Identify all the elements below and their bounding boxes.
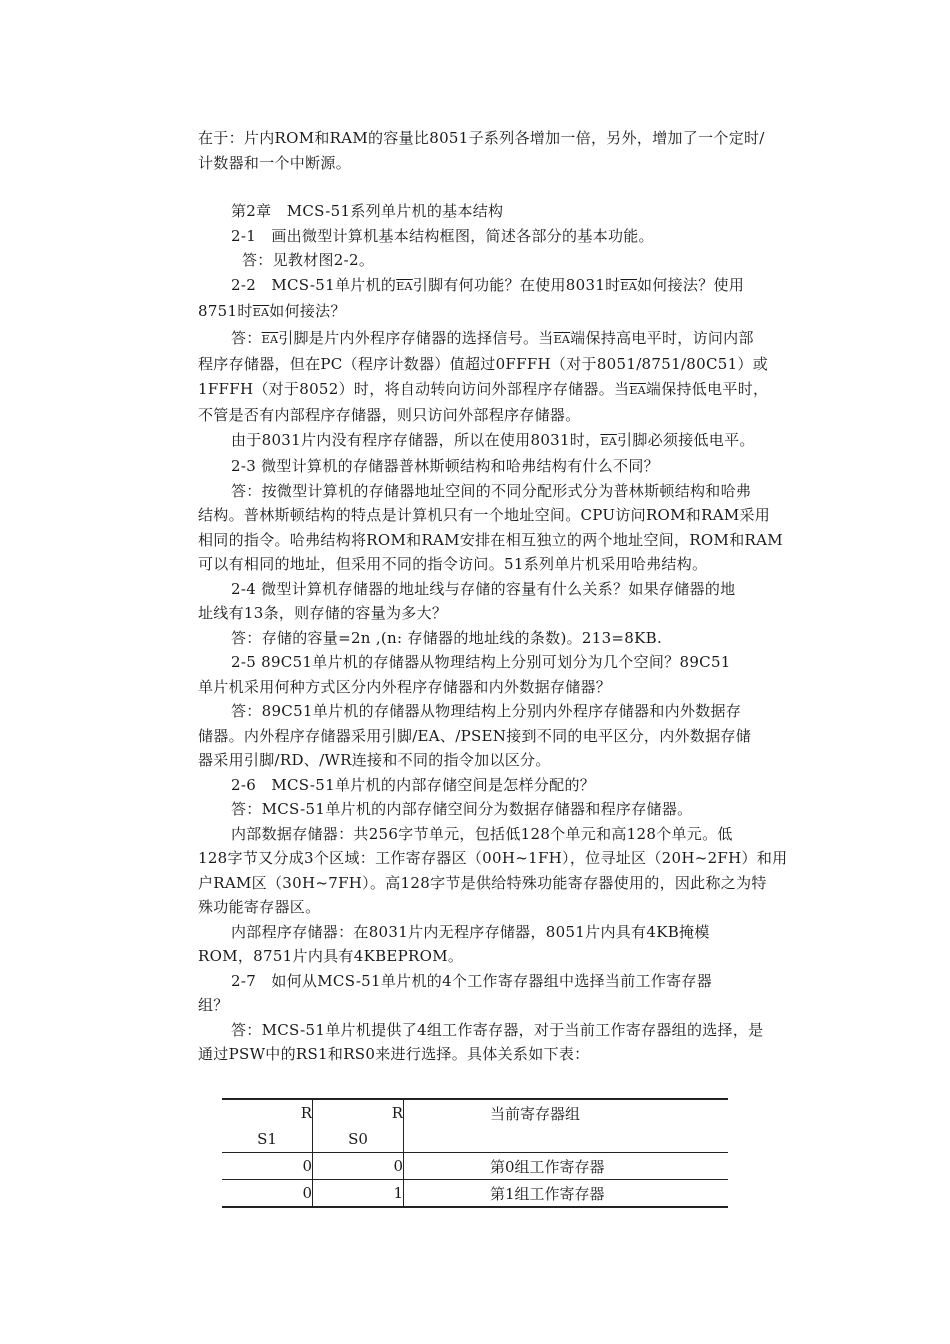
question-2-7-l1: 2-7 如何从MCS-51单片机的4个工作寄存器组中选择当前工作寄存器 xyxy=(231,971,713,990)
header-rs0-top: R xyxy=(313,1099,404,1126)
internal-data-memory-l2: 128字节又分成3个区域：工作寄存器区（00H~1FH），位寻址区（20H~2FH）和用 xyxy=(198,849,788,867)
internal-program-memory-l1: 内部程序存储器：在8031片内无程序存储器，8051片内具有4KB掩模 xyxy=(231,922,710,941)
answer-2-2-l2: 程序存储器，但在PC（程序计数器）值超过0FFFH（对于8051/8751/80C51）或 xyxy=(198,355,769,373)
cell-group: 第1组工作寄存器 xyxy=(404,1180,729,1208)
header-current-group: 当前寄存器组 xyxy=(404,1099,729,1126)
intro-line-2: 计数器和一个中断源。 xyxy=(198,153,352,172)
table-row xyxy=(222,1153,728,1180)
answer-2-3-l1: 答：按微型计算机的存储器地址空间的不同分配形式分为普林斯顿结构和哈弗 xyxy=(231,481,752,500)
intro-line-1: 在于：片内ROM和RAM的容量比8051子系列各增加一倍，另外，增加了一个定时/ xyxy=(198,129,765,147)
document-body xyxy=(198,126,798,1067)
answer-2-6: 答：MCS-51单片机的内部存储空间分为数据存储器和程序存储器。 xyxy=(231,800,693,818)
answer-2-3-l3: 相同的指令。哈弗结构将ROM和RAM安排在相互独立的两个地址空间，ROM和RAM xyxy=(198,530,783,549)
cell-group: 第0组工作寄存器 xyxy=(404,1153,729,1180)
answer-2-5-l1: 答：89C51单片机的存储器从物理结构上分别内外程序存储器和内外数据存 xyxy=(231,702,742,720)
cell-rs1: 0 xyxy=(222,1153,313,1180)
question-2-2: 2-2 MCS-51单片机的$\overline{EA}$引脚有何功能？在使用8031时$\overline{EA}$如何接法？使用 xyxy=(231,275,745,294)
answer-2-7-l2: 通过PSW中的RS1和RS0来进行选择。具体关系如下表： xyxy=(198,1045,590,1063)
question-2-2-cont: 8751时$\overline{EA}$如何接法？ xyxy=(198,302,346,320)
answer-2-2-l3: 1FFFH（对于8052）时，将自动转向访问外部程序存储器。当$\overline{EA}$端保持低电平时， xyxy=(198,379,769,398)
cell-rs0: 1 xyxy=(313,1180,404,1208)
cell-rs0: 0 xyxy=(313,1153,404,1180)
answer-2-4: 答：存储的容量=2n ,(n: 存储器的地址线的条数)。213=8KB. xyxy=(231,628,663,647)
answer-2-3-l4: 可以有相同的地址，但采用不同的指令访问。51系列单片机采用哈弗结构。 xyxy=(198,555,708,573)
question-2-7-l2: 组？ xyxy=(198,996,229,1014)
table-row xyxy=(222,1180,728,1208)
internal-program-memory-l2: ROM，8751片内具有4KBEPROM。 xyxy=(198,947,464,965)
chapter-heading: 第2章 MCS-51系列单片机的基本结构 xyxy=(231,202,504,220)
answer-2-3-l2: 结构。普林斯顿结构的特点是计算机只有一个地址空间。CPU访问ROM和RAM采用 xyxy=(198,506,771,524)
answer-2-5-l3: 器采用引脚/RD、/WR连接和不同的指令加以区分。 xyxy=(198,751,551,769)
answer-2-7-l1: 答：MCS-51单片机提供了4组工作寄存器，对于当前工作寄存器组的选择，是 xyxy=(231,1020,764,1039)
ea-overline-text: $\overline{EA}$ xyxy=(396,279,413,293)
answer-2-2-l4: 不管是否有内部程序存储器，则只访问外部程序存储器。 xyxy=(198,406,581,424)
question-2-1: 2-1 画出微型计算机基本结构框图，简述各部分的基本功能。 xyxy=(231,226,654,245)
question-2-3: 2-3 微型计算机的存储器普林斯顿结构和哈弗结构有什么不同？ xyxy=(231,457,659,475)
answer-2-1: 答：见教材图2-2。 xyxy=(242,251,375,269)
question-2-5-l1: 2-5 89C51单片机的存储器从物理结构上分别可划分为几个空间？89C51 xyxy=(231,653,731,671)
answer-2-2-l5: 由于8031片内没有程序存储器，所以在使用8031时，$\overline{EA}$引脚必须接低电平。 xyxy=(231,430,755,449)
cell-rs1: 0 xyxy=(222,1180,313,1208)
header-rs1-bottom: S1 xyxy=(222,1126,313,1153)
header-rs0-bottom: S0 xyxy=(313,1126,404,1153)
internal-data-memory-l1: 内部数据存储器：共256字节单元，包括低128个单元和高128个单元。低 xyxy=(231,824,733,843)
question-2-6: 2-6 MCS-51单片机的内部存储空间是怎样分配的？ xyxy=(231,775,596,794)
register-bank-table xyxy=(222,1098,728,1208)
internal-data-memory-l4: 殊功能寄存器区。 xyxy=(198,898,321,916)
header-rs1-top: R xyxy=(222,1099,313,1126)
answer-2-5-l2: 储器。内外程序存储器采用引脚/EA、/PSEN接到不同的电平区分，内外数据存储 xyxy=(198,726,752,745)
question-2-5-l2: 单片机采用何种方式区分内外程序存储器和内外数据存储器？ xyxy=(198,677,612,696)
internal-data-memory-l3: 户RAM区（30H~7FH）。高128字节是供给特殊功能寄存器使用的，因此称之为特 xyxy=(198,873,767,892)
question-2-4-l2: 址线有13条，则存储的容量为多大？ xyxy=(198,604,448,622)
answer-2-2: 答：$\overline{EA}$引脚是片内外程序存储器的选择信号。当$\overline{EA}$端保持高电平时，访问内部 xyxy=(231,328,754,347)
question-2-4-l1: 2-4 微型计算机存储器的地址线与存储的容量有什么关系？如果存储器的地 xyxy=(231,579,736,598)
